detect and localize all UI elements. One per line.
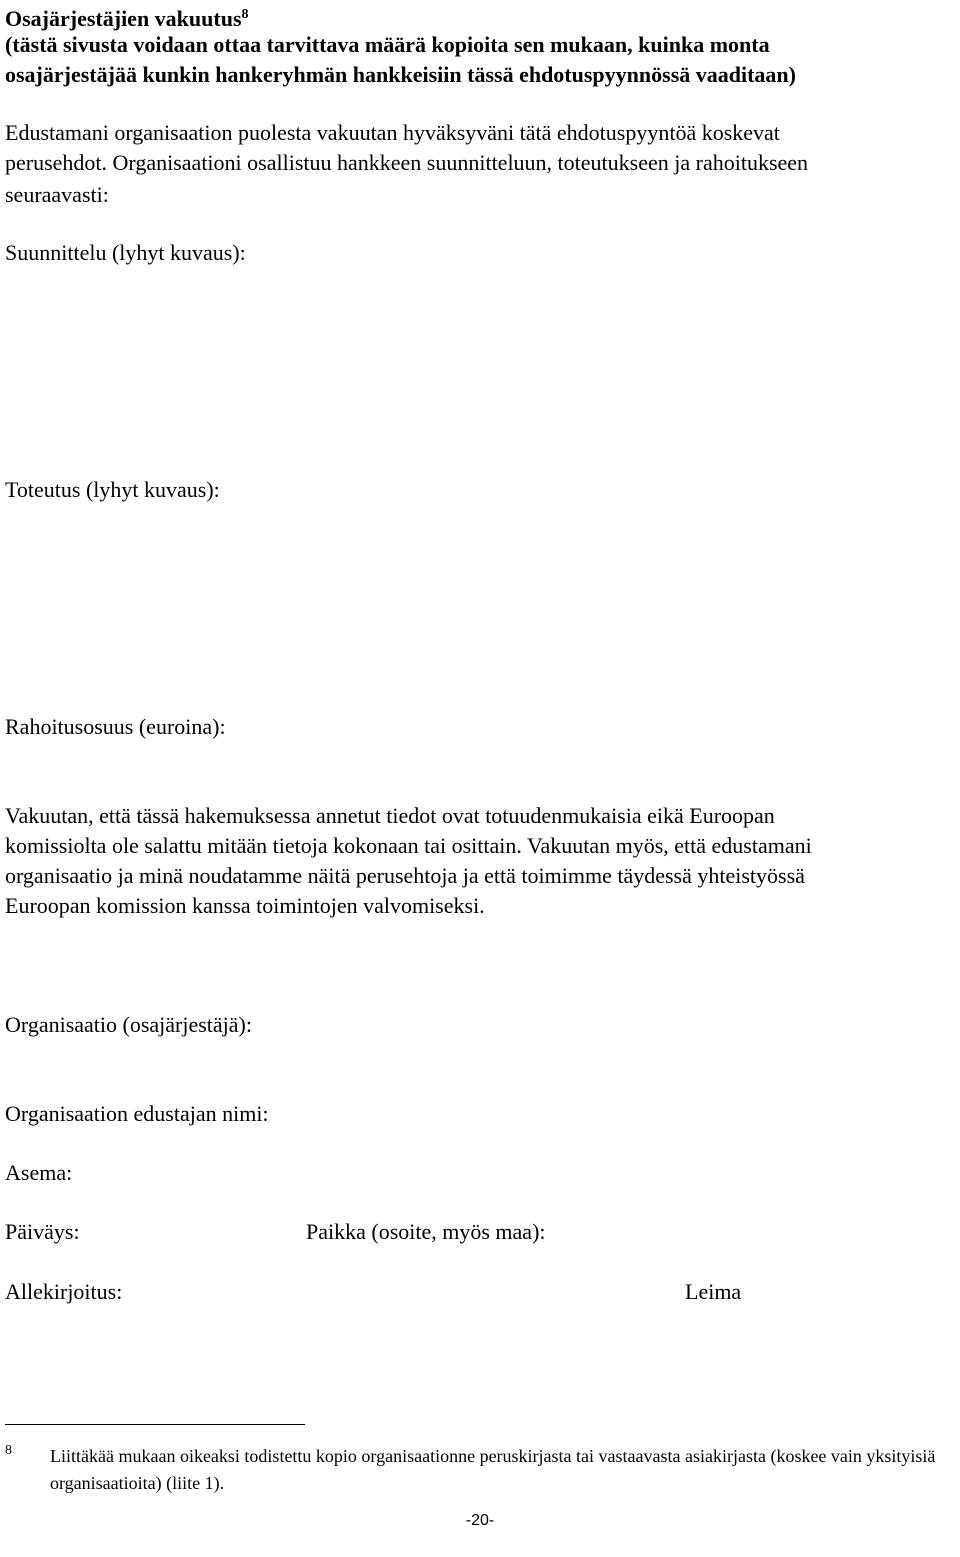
signature-label: Allekirjoitus:	[5, 1279, 123, 1304]
intro-line-2: perusehdot. Organisaationi osallistuu hankkeen suunnitteluun, toteutukseen ja rahoitukseen	[5, 150, 809, 175]
intro-line-1: Edustamani organisaation puolesta vakuutan hyväksyväni tätä ehdotuspyyntöä koskevat	[5, 120, 780, 145]
declaration-line-2: komissiolta ole salattu mitään tietoja kokonaan tai osittain. Vakuutan myös, että edustamani	[5, 833, 812, 858]
footnote-reference[interactable]: 8	[241, 7, 249, 22]
declaration-line-3: organisaatio ja minä noudatamme näitä perusehtoja ja että toimimme täydessä yhteistyössä	[5, 863, 805, 888]
subtitle-line-2: osajärjestäjää kunkin hankeryhmän hankkeisiin tässä ehdotuspyynnössä vaaditaan)	[5, 62, 796, 87]
declaration-line-4: Euroopan komission kanssa toimintojen valvomiseksi.	[5, 893, 485, 918]
place-label: Paikka (osoite, myös maa):	[306, 1219, 546, 1244]
page-title	[5, 0, 249, 34]
implementation-label: Toteutus (lyhyt kuvaus):	[5, 477, 220, 502]
representative-name-label: Organisaation edustajan nimi:	[5, 1101, 269, 1126]
date-label: Päiväys:	[5, 1219, 80, 1244]
funding-label: Rahoitusosuus (euroina):	[5, 714, 226, 739]
footnote-text: Liittäkää mukaan oikeaksi todistettu kopio organisaationne peruskirjasta tai vastaavasta asiakirjasta (koskee vain yksityisiä organisaatioita) (liite 1).	[50, 1446, 936, 1493]
footnote-separator	[5, 1424, 305, 1425]
planning-label: Suunnittelu (lyhyt kuvaus):	[5, 240, 246, 265]
organisation-label: Organisaatio (osajärjestäjä):	[5, 1012, 252, 1037]
declaration-line-1: Vakuutan, että tässä hakemuksessa annetut tiedot ovat totuudenmukaisia eikä Euroopan	[5, 803, 775, 828]
subtitle-line-1: (tästä sivusta voidaan ottaa tarvittava määrä kopioita sen mukaan, kuinka monta	[5, 32, 770, 57]
stamp-label: Leima	[685, 1279, 742, 1304]
intro-line-3: seuraavasti:	[5, 182, 109, 207]
page-number: -20-	[465, 1512, 495, 1529]
title-text: Osajärjestäjien vakuutus	[5, 6, 242, 31]
position-label: Asema:	[5, 1160, 73, 1185]
footnote-number: 8	[5, 1443, 12, 1458]
